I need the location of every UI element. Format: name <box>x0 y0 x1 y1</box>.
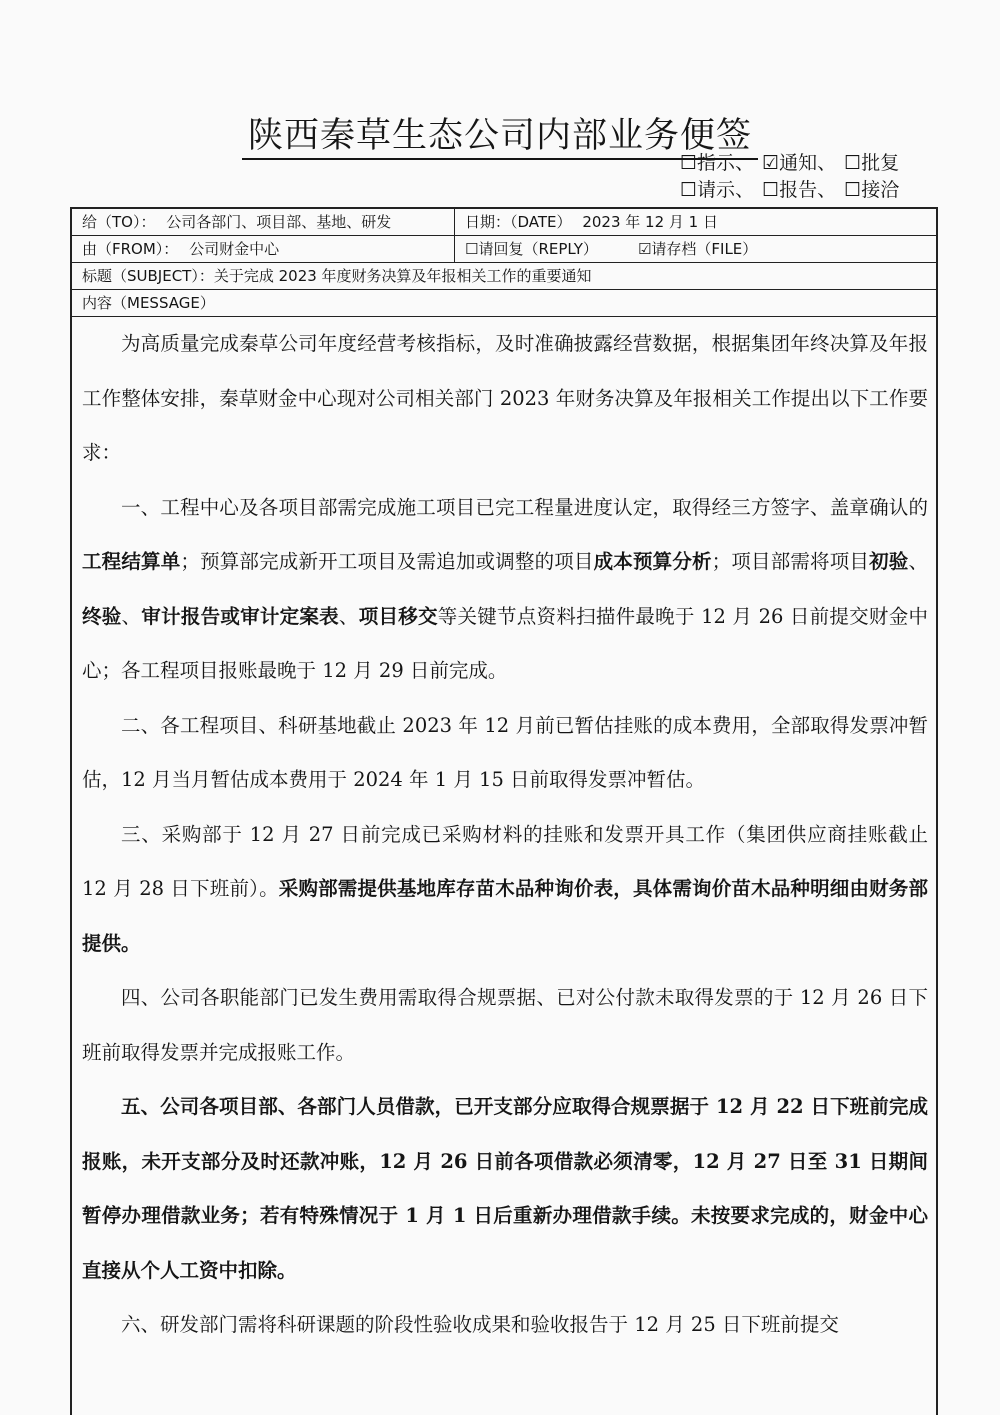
paragraph-text: 、 <box>338 604 359 628</box>
memo-type-separator: 、 <box>817 152 837 174</box>
memo-title: 陕西秦草生态公司内部业务便签 <box>247 116 752 156</box>
to-cell <box>72 209 455 235</box>
memo-type-checkbox[interactable]: ☐ <box>680 152 698 174</box>
message-paragraph <box>82 1080 928 1298</box>
subject-row <box>72 263 936 290</box>
paragraph-text: 、 <box>121 604 142 628</box>
reply-label: 请回复（REPLY） <box>478 240 598 258</box>
emphasized-text: 审计报告或审计定案表 <box>141 604 339 628</box>
memo-type-label: 批复 <box>861 152 900 174</box>
memo-type-label: 请示 <box>697 179 736 201</box>
message-paragraph <box>82 1298 928 1353</box>
memo-type-option[interactable] <box>762 150 840 177</box>
message-paragraph <box>82 699 928 808</box>
memo-type-option[interactable] <box>680 150 758 177</box>
to-date-row <box>72 209 936 236</box>
subject-cell <box>72 263 936 289</box>
paragraph-text: 一、工程中心及各项目部需完成施工项目已完工程量进度认定，取得经三方签字、盖章确认的 <box>121 495 928 519</box>
memo-type-option[interactable] <box>680 177 758 204</box>
memo-type-option[interactable] <box>844 177 899 204</box>
memo-type-options <box>680 150 903 204</box>
paragraph-text: 等关键节点资料扫描件最晚于 12 月 26 日前提交财金中心；各工程项目报账最晚于 12 月 29 日前完成。 <box>82 604 928 682</box>
memo-type-checkbox[interactable]: ☐ <box>762 179 780 201</box>
memo-type-label: 报告 <box>779 179 818 201</box>
memo-type-checkbox[interactable]: ☐ <box>844 179 862 201</box>
emphasized-text: 工程结算单 <box>82 550 181 573</box>
paragraph-text: 六、研发部门需将科研课题的阶段性验收成果和验收报告于 12 月 25 日下班前提交 <box>121 1313 839 1336</box>
paragraph-text: 二、各工程项目、科研基地截止 2023 年 12 月前已暂估挂账的成本费用，全部取得发票冲暂估，12 月当月暂估成本费用于 2024 年 1 月 15 日前取得发票冲暂估。 <box>82 713 928 791</box>
memo-type-option[interactable] <box>844 150 899 177</box>
emphasized-text: 成本预算分析 <box>593 550 712 573</box>
to-label: 给（TO）： <box>82 213 156 231</box>
memo-type-separator: 、 <box>735 179 755 201</box>
memo-type-row <box>680 177 903 204</box>
memo-type-checkbox[interactable]: ☐ <box>844 152 862 174</box>
memo-type-label: 指示 <box>697 152 736 174</box>
file-label: 请存档（FILE） <box>651 240 758 258</box>
paragraph-text: 三、采购部于 12 月 27 日前完成已采购材料的挂账和发票开具工作（集团供应商挂账截止 12 月 28 日下班前）。 <box>82 822 928 900</box>
message-paragraph <box>82 808 928 972</box>
paragraph-text: 为高质量完成秦草公司年度经营考核指标，及时准确披露经营数据，根据集团年终决算及年报工作整体安排，秦草财金中心现对公司相关部门 2023 年财务决算及年报相关工作提出以下工作要求： <box>82 332 928 464</box>
file-checkbox[interactable]: ☑ <box>637 240 652 258</box>
memo-type-label: 接洽 <box>861 179 900 201</box>
paragraph-text: 、 <box>908 550 928 573</box>
message-paragraph <box>82 317 928 481</box>
date-label: 日期：（DATE） <box>465 213 572 231</box>
from-value: 公司财金中心 <box>189 240 280 258</box>
memo-type-row <box>680 150 903 177</box>
date-cell <box>455 209 936 235</box>
subject-value: 关于完成 2023 年度财务决算及年报相关工作的重要通知 <box>213 267 592 285</box>
date-value: 2023 年 12 月 1 日 <box>582 213 718 231</box>
from-cell <box>72 236 455 262</box>
memo-type-separator: 、 <box>817 179 837 201</box>
memo-type-option[interactable] <box>762 177 840 204</box>
message-body <box>82 317 928 1353</box>
emphasized-text: 采购部需提供基地库存苗木品种询价表，具体需询价苗木品种明细由财务部提供。 <box>82 877 928 955</box>
emphasized-text: 终验 <box>82 604 122 628</box>
paragraph-text: ；项目部需将项目 <box>711 550 870 573</box>
memo-type-separator: 、 <box>735 152 755 174</box>
to-value: 公司各部门、项目部、基地、研发 <box>166 213 392 231</box>
message-label: 内容（MESSAGE） <box>82 294 215 312</box>
subject-label: 标题（SUBJECT）： <box>82 267 214 285</box>
paragraph-text: 四、公司各职能部门已发生费用需取得合规票据、已对公付款未取得发票的于 12 月 26 日下班前取得发票并完成报账工作。 <box>82 986 928 1064</box>
emphasized-text: 五、公司各项目部、各部门人员借款，已开支部分应取得合规票据于 12 月 22 日下班前完成报账，未开支部分及时还款冲账，12 月 26 日前各项借款必须清零，12 月 27 日至 31 日期间暂停办理借款业务；若有特殊情况于 1 月 1 日后重新办理借款手续。未按要求完成的，财金中心直接从个人工资中扣除。 <box>82 1095 928 1282</box>
memo-type-checkbox[interactable]: ☐ <box>680 179 698 201</box>
memo-type-checkbox[interactable]: ☑ <box>762 152 780 174</box>
from-label: 由（FROM）： <box>82 240 179 258</box>
memo-type-label: 通知 <box>779 152 818 174</box>
from-row <box>72 236 936 263</box>
message-paragraph <box>82 971 928 1080</box>
reply-file-cell <box>455 236 936 262</box>
memo-form <box>70 207 938 1415</box>
message-row <box>72 290 936 317</box>
message-paragraph <box>82 481 928 699</box>
emphasized-text: 项目移交 <box>358 604 438 628</box>
emphasized-text: 初验 <box>869 550 909 573</box>
paragraph-text: ；预算部完成新开工项目及需追加或调整的项目 <box>180 550 594 573</box>
reply-checkbox[interactable]: ☐ <box>465 240 479 258</box>
